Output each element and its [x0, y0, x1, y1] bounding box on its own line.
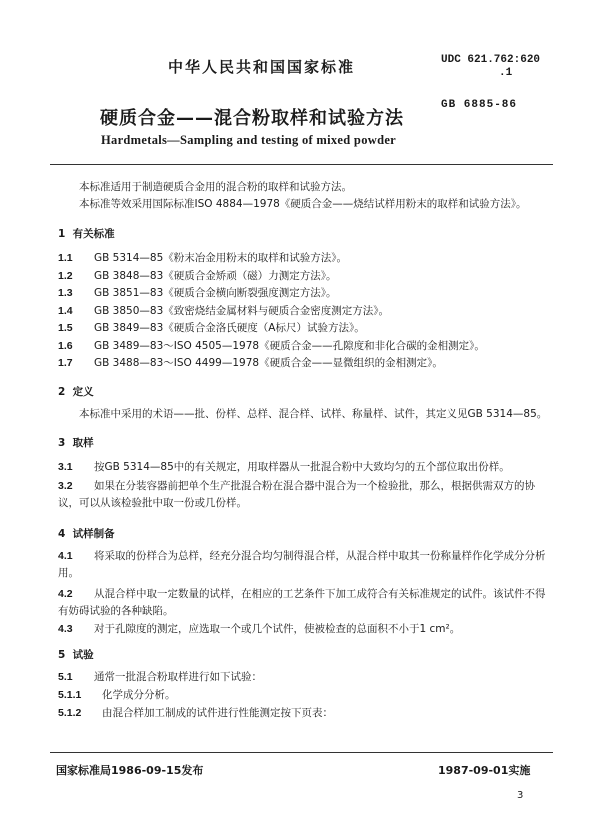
item-number: 1.1	[58, 252, 73, 264]
page-title-cn: 硬质合金——混合粉取样和试验方法	[100, 108, 404, 129]
preparation-item	[58, 586, 548, 620]
item-number: 4.1	[58, 550, 73, 562]
reference-item	[58, 269, 337, 284]
udc-code	[441, 54, 540, 80]
item-number: 5.1.2	[58, 707, 82, 719]
national-standard-heading: 中华人民共和国国家标准	[168, 58, 356, 76]
item-text: 由混合样加工制成的试件进行性能测定按下页表：	[102, 707, 333, 719]
reference-item	[58, 304, 389, 319]
item-text: 化学成分分析。	[102, 689, 176, 701]
preparation-item	[58, 548, 548, 582]
item-text: GB 3848—83《硬质合金矫顽（磁）力测定方法》。	[94, 270, 337, 282]
section-4-heading	[58, 526, 115, 541]
item-text: GB 3849—83《硬质合金洛氏硬度（A标尺）试验方法》。	[94, 322, 365, 334]
section-number: 2	[58, 386, 66, 398]
item-number: 1.4	[58, 305, 73, 317]
item-text: 从混合样中取一定数量的试样，在相应的工艺条件下加工成符合有关标准规定的试件。该试件不得有妨碍试验的各种缺陷。	[58, 588, 546, 617]
item-number: 1.3	[58, 287, 73, 299]
item-number: 5.1.1	[58, 689, 82, 701]
item-text: GB 3851—83《硬质合金横向断裂强度测定方法》。	[94, 287, 337, 299]
section-title: 有关标准	[72, 228, 115, 240]
gb-standard-number: GB 6885-86	[441, 99, 518, 111]
item-text: 对于孔隙度的测定，应选取一个或几个试件，使被检查的总面积不小于1 cm²。	[94, 623, 461, 635]
reference-item	[58, 356, 443, 371]
section-number: 5	[58, 649, 66, 661]
item-number: 4.2	[58, 588, 73, 600]
intro-scope: 本标准适用于制造硬质合金用的混合粉的取样和试验方法。	[79, 181, 352, 193]
section-number: 1	[58, 228, 66, 240]
section-1-heading	[58, 226, 115, 241]
issue-date: 国家标准局1986-09-15发布	[56, 764, 204, 777]
item-text: 将采取的份样合为总样，经充分混合均匀制得混合样，从混合样中取其一份称量样作化学成分分析用。	[58, 550, 546, 579]
preparation-item	[58, 622, 460, 637]
item-text: GB 3850—83《致密烧结金属材料与硬质合金密度测定方法》。	[94, 305, 390, 317]
section-title: 试验	[72, 649, 94, 661]
section-title: 定义	[72, 386, 94, 398]
page-number: 3	[517, 790, 524, 801]
section-number: 3	[58, 437, 66, 449]
section-title: 试样制备	[72, 528, 115, 540]
reference-item	[58, 251, 347, 266]
sampling-item	[58, 460, 510, 475]
item-number: 4.3	[58, 623, 73, 635]
item-number: 1.7	[58, 357, 73, 369]
definition-text: 本标准中采用的术语——批、份样、总样、混合样、试样、称量样、试件，其定义见GB 5314—85。	[79, 408, 548, 420]
testing-item	[58, 670, 262, 685]
section-3-heading	[58, 435, 94, 450]
section-2-heading	[58, 384, 94, 399]
udc-sub: .1	[499, 67, 513, 79]
section-title: 取样	[72, 437, 94, 449]
effective-date: 1987-09-01实施	[438, 764, 531, 777]
item-text: GB 3489—83～ISO 4505—1978《硬质合金——孔隙度和非化合碳的金相测定》。	[94, 340, 485, 352]
item-number: 3.1	[58, 461, 73, 473]
top-divider	[50, 164, 553, 165]
sampling-item	[58, 478, 548, 512]
item-text: 如果在分装容器前把单个生产批混合粉在混合器中混合为一个检验批，那么，根据供需双方的协议，可以从该检验批中取一份或几份样。	[58, 480, 535, 509]
item-text: GB 3488—83～ISO 4499—1978《硬质合金——显微组织的金相测定》。	[94, 357, 443, 369]
item-text: GB 5314—85《粉末冶金用粉末的取样和试验方法》。	[94, 252, 348, 264]
item-text: 按GB 5314—85中的有关规定，用取样器从一批混合粉中大致均匀的五个部位取出份样。	[94, 461, 510, 473]
section-5-heading	[58, 647, 94, 662]
section-number: 4	[58, 528, 66, 540]
item-number: 1.6	[58, 340, 73, 352]
reference-item	[58, 286, 337, 301]
reference-item	[58, 339, 485, 354]
item-number: 3.2	[58, 480, 73, 492]
testing-item	[58, 706, 333, 721]
intro-equivalence: 本标准等效采用国际标准ISO 4884—1978《硬质合金——烧结试样用粉末的取样和试验方法》。	[79, 198, 527, 210]
item-text: 通常一批混合粉取样进行如下试验：	[94, 671, 262, 683]
item-number: 1.2	[58, 270, 73, 282]
bottom-divider	[50, 752, 553, 753]
page-title-en: Hardmetals—Sampling and testing of mixed powder	[101, 133, 397, 147]
reference-item	[58, 321, 365, 336]
item-number: 1.5	[58, 322, 73, 334]
udc-main: UDC 621.762:620	[441, 54, 541, 66]
item-number: 5.1	[58, 671, 73, 683]
testing-item	[58, 688, 176, 703]
